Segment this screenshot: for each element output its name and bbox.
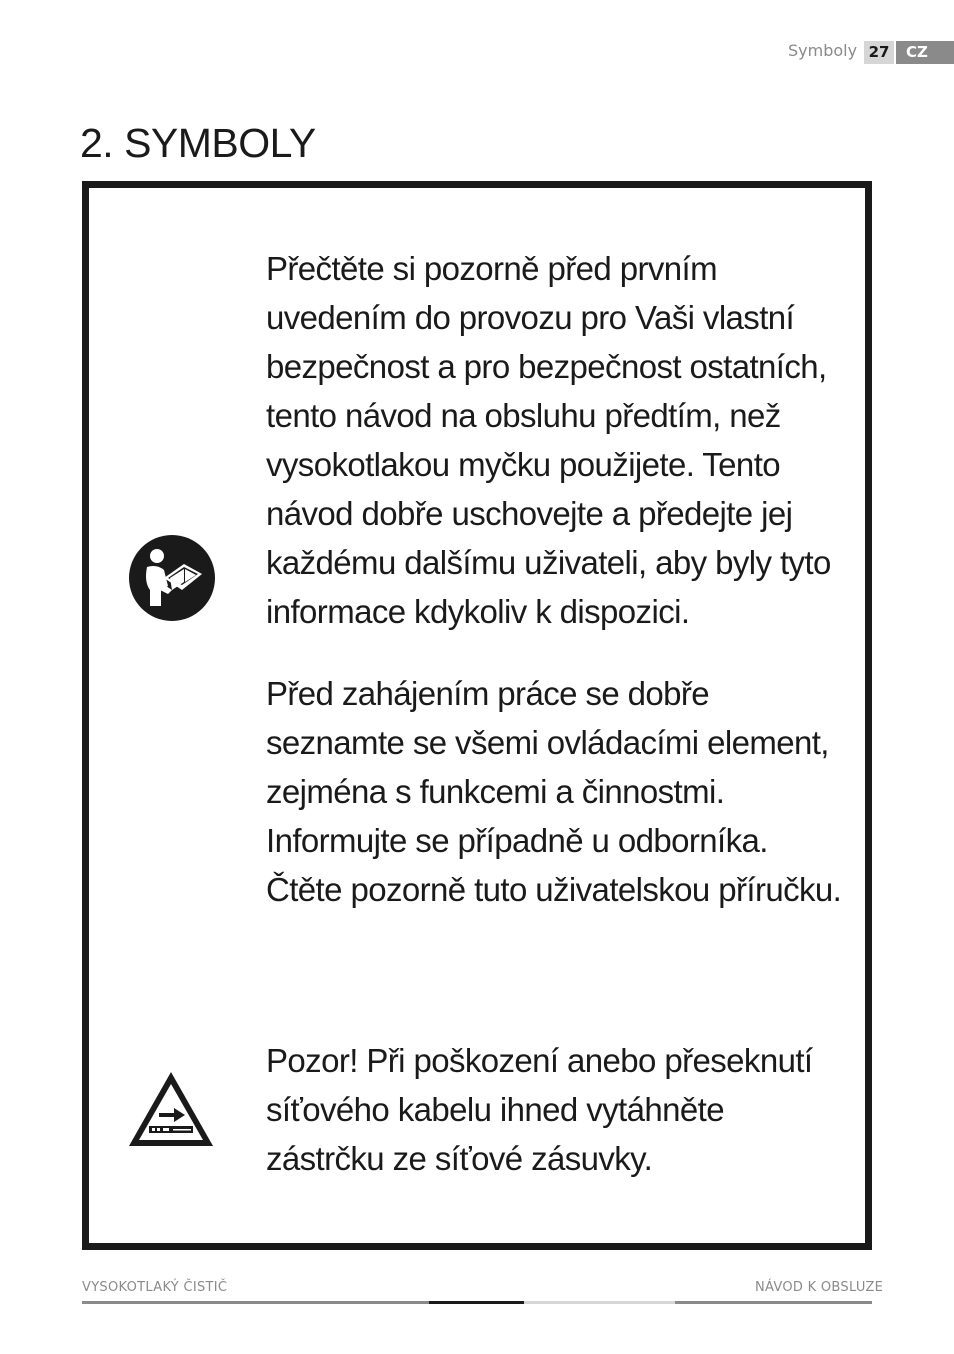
text-line: vysokotlakou myčku použijete. Tento <box>266 446 781 483</box>
header-section-name: Symboly <box>788 41 858 60</box>
language-tag: CZ <box>896 41 954 64</box>
text-line: zástrčku ze síťové zásuvky. <box>266 1140 653 1177</box>
footer-divider <box>524 1301 675 1304</box>
page-title: 2. SYMBOLY <box>80 120 316 166</box>
text-line: Před zahájením práce se dobře <box>266 675 710 712</box>
text-line: zejména s funkcemi a činnostmi. <box>266 773 725 810</box>
electric-shock-warning-icon <box>127 1070 215 1148</box>
text-line: uvedením do provozu pro Vaši vlastní <box>266 299 795 336</box>
text-line: bezpečnost a pro bezpečnost ostatních, <box>266 348 827 385</box>
footer-divider <box>429 1301 524 1304</box>
page-number: 27 <box>864 41 894 64</box>
text-line: seznamte se všemi ovládacími element, <box>266 724 829 761</box>
footer-divider <box>82 1301 429 1304</box>
text-line: návod dobře uschovejte a předejte jej <box>266 495 793 532</box>
text-line: každému dalšímu uživateli, aby byly tyto <box>266 544 831 581</box>
symbol-text-read-manual <box>266 244 831 636</box>
text-line: Informujte se případně u odborníka. <box>266 822 768 859</box>
footer-product-name: VYSOKOTLAKÝ ČISTIČ <box>82 1280 228 1295</box>
footer-divider <box>675 1301 872 1304</box>
footer-document-type: NÁVOD K OBSLUZE <box>755 1280 884 1295</box>
text-line: tento návod na obsluhu předtím, než <box>266 397 781 434</box>
text-line: Čtěte pozorně tuto uživatelskou příručku. <box>266 871 842 908</box>
symbol-text-cable-warning <box>266 1036 812 1183</box>
text-line: Přečtěte si pozorně před prvním <box>266 250 717 287</box>
symbol-text-familiarize <box>266 669 841 914</box>
text-line: Pozor! Při poškození anebo přeseknutí <box>266 1042 813 1079</box>
text-line: informace kdykoliv k dispozici. <box>266 593 690 630</box>
text-line: síťového kabelu ihned vytáhněte <box>266 1091 724 1128</box>
read-manual-icon <box>128 534 216 622</box>
